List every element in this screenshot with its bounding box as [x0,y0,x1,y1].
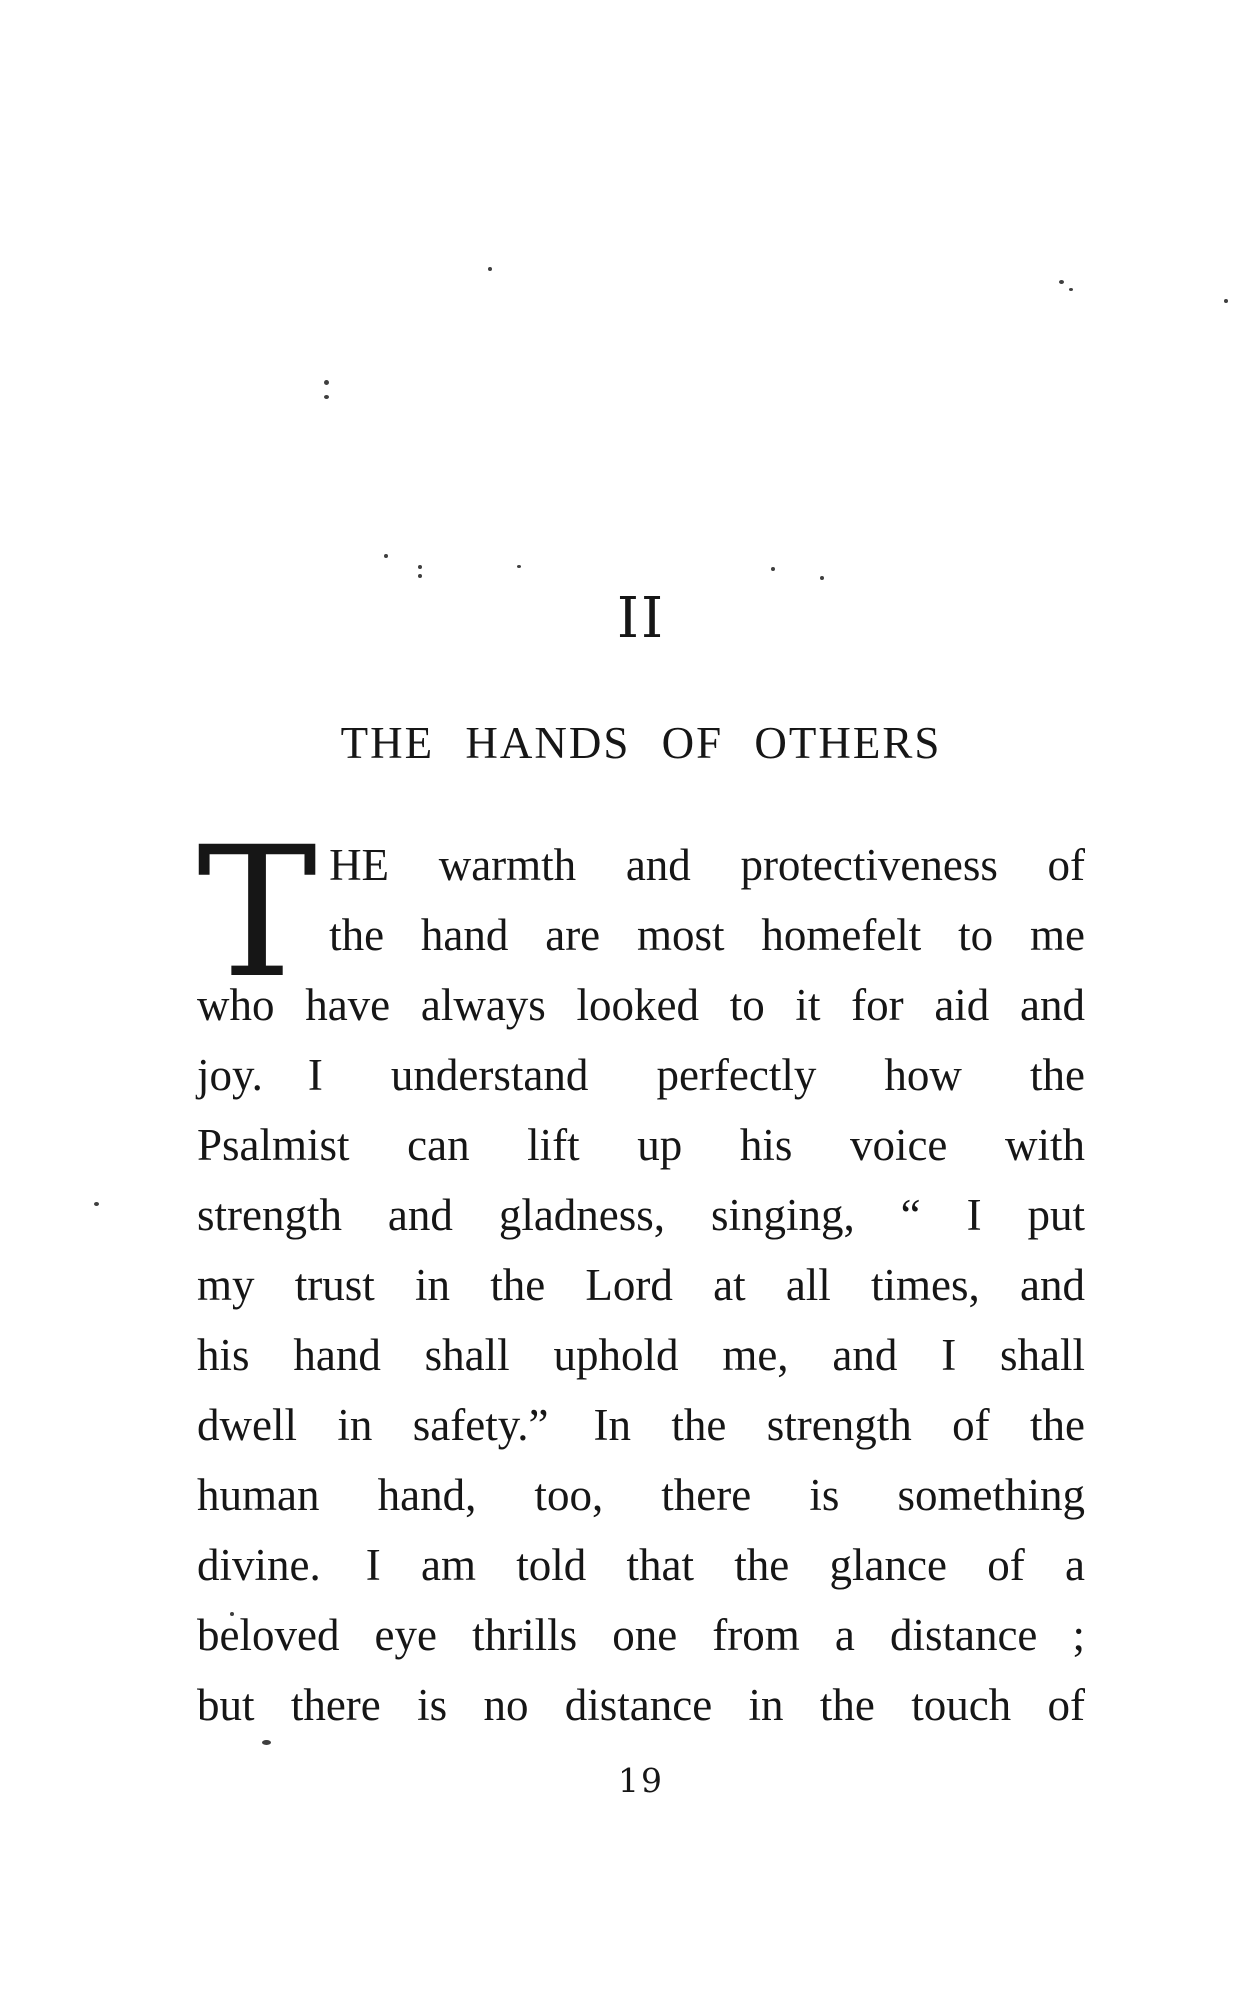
scan-speck [384,554,388,558]
scan-speck [1069,288,1073,291]
body-line: human hand, too, there is something [197,1470,1085,1520]
scan-speck [1224,299,1228,303]
body-line: my trust in the Lord at all times, and [197,1260,1085,1310]
scan-speck [771,567,775,571]
body-line: the hand are most homefelt to me [329,910,1085,960]
body-line: dwell in safety.” In the strength of the [197,1400,1085,1450]
body-line: his hand shall uphold me, and I shall [197,1330,1085,1380]
drop-cap: T [197,809,318,1018]
scan-speck [488,267,492,271]
body-line: Psalmist can lift up his voice with [197,1120,1085,1170]
body-line: who have always looked to it for aid and [197,980,1085,1030]
scan-speck [94,1202,99,1206]
scan-speck [262,1740,271,1745]
body-line: HE warmth and protectiveness of [329,840,1085,890]
body-line: divine. I am told that the glance of a [197,1540,1085,1590]
scan-speck [820,576,824,580]
body-line: strength and gladness, singing, “ I put [197,1190,1085,1240]
chapter-title: THE HANDS OF OTHERS [340,718,942,768]
scan-speck [418,565,422,569]
body-line: but there is no distance in the touch of [197,1680,1085,1730]
chapter-body [197,809,1085,1740]
scan-speck [517,565,521,568]
scan-speck [1059,280,1064,284]
body-lines [197,809,1085,1740]
chapter-number: II [616,586,666,651]
scan-speck [418,574,422,578]
body-line: beloved eye thrills one from a distance ; [197,1610,1085,1660]
scan-speck [324,380,329,385]
body-line: joy. I understand perfectly how the [197,1050,1085,1100]
scan-speck [324,395,329,399]
page-number: 19 [618,1761,664,1800]
